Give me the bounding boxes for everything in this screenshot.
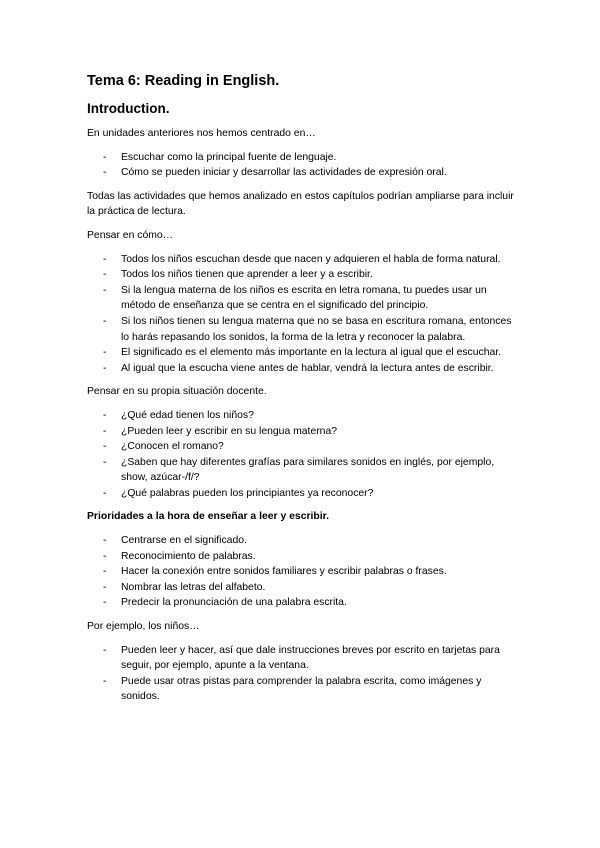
list-item-text: Escuchar como la principal fuente de lenguaje. bbox=[121, 151, 337, 163]
dash-bullet-icon: - bbox=[103, 425, 107, 437]
priorities-list bbox=[87, 533, 517, 611]
dash-bullet-icon: - bbox=[103, 675, 107, 687]
think-about-how-paragraph: Pensar en cómo… bbox=[87, 229, 174, 241]
list-item-text: Cómo se pueden iniciar y desarrollar las actividades de expresión oral. bbox=[121, 167, 447, 179]
example-paragraph: Por ejemplo, los niños… bbox=[87, 621, 200, 633]
dash-bullet-icon: - bbox=[103, 487, 107, 499]
dash-bullet-icon: - bbox=[103, 269, 107, 281]
list-item-text: ¿Qué palabras pueden los principiantes ya reconocer? bbox=[121, 487, 374, 499]
list-item bbox=[87, 408, 517, 424]
list-item bbox=[87, 165, 517, 181]
dash-bullet-icon: - bbox=[103, 409, 107, 421]
list-item bbox=[87, 439, 517, 455]
list-item bbox=[87, 283, 517, 314]
list-item-text: ¿Conocen el romano? bbox=[121, 441, 224, 453]
list-item bbox=[87, 549, 517, 565]
list-item-text: Si los niños tienen su lengua materna que no se basa en escritura romana, entonces lo harás repasando los sonidos, la forma de la letra y reconocer la palabra. bbox=[121, 315, 512, 343]
dash-bullet-icon: - bbox=[103, 441, 107, 453]
dash-bullet-icon: - bbox=[103, 253, 107, 265]
list-item-text: El significado es el elemento más importante en la lectura al igual que el escuchar. bbox=[121, 347, 502, 359]
teaching-situation-paragraph: Pensar en su propia situación docente. bbox=[87, 386, 267, 398]
list-item-text: Nombrar las letras del alfabeto. bbox=[121, 581, 266, 593]
list-item-text: ¿Pueden leer y escribir en su lengua materna? bbox=[121, 425, 338, 437]
list-item-text: Pueden leer y hacer, así que dale instrucciones breves por escrito en tarjetas para seguir, por ejemplo, apunte a la ventana. bbox=[121, 644, 500, 672]
dash-bullet-icon: - bbox=[103, 566, 107, 578]
dash-bullet-icon: - bbox=[103, 644, 107, 656]
document-page bbox=[87, 72, 517, 713]
dash-bullet-icon: - bbox=[103, 362, 107, 374]
dash-bullet-icon: - bbox=[103, 597, 107, 609]
list-item bbox=[87, 455, 517, 486]
dash-bullet-icon: - bbox=[103, 535, 107, 547]
list-item bbox=[87, 267, 517, 283]
list-item-text: Al igual que la escucha viene antes de hablar, vendrá la lectura antes de escribir. bbox=[121, 362, 494, 374]
list-item-text: Hacer la conexión entre sonidos familiares y escribir palabras o frases. bbox=[121, 566, 447, 578]
list-item bbox=[87, 314, 517, 345]
priorities-heading: Prioridades a la hora de enseñar a leer y escribir. bbox=[87, 511, 329, 523]
list-item bbox=[87, 533, 517, 549]
dash-bullet-icon: - bbox=[103, 456, 107, 468]
intro-paragraph: En unidades anteriores nos hemos centrado en… bbox=[87, 128, 316, 139]
think-about-how-list bbox=[87, 252, 517, 377]
dash-bullet-icon: - bbox=[103, 315, 107, 327]
list-item bbox=[87, 424, 517, 440]
document-title: Tema 6: Reading in English. bbox=[87, 73, 280, 89]
dash-bullet-icon: - bbox=[103, 550, 107, 562]
dash-bullet-icon: - bbox=[103, 581, 107, 593]
dash-bullet-icon: - bbox=[103, 167, 107, 179]
list-item bbox=[87, 595, 517, 611]
list-item-text: Reconocimiento de palabras. bbox=[121, 550, 256, 562]
list-item bbox=[87, 674, 517, 705]
list-item-text: Predecir la pronunciación de una palabra escrita. bbox=[121, 597, 347, 609]
activities-paragraph: Todas las actividades que hemos analizado en estos capítulos podrían ampliarse para incluir la práctica de lectura. bbox=[87, 190, 514, 218]
list-item-text: Todos los niños tienen que aprender a leer y a escribir. bbox=[121, 269, 373, 281]
list-item-text: ¿Qué edad tienen los niños? bbox=[121, 409, 254, 421]
dash-bullet-icon: - bbox=[103, 151, 107, 163]
list-item bbox=[87, 643, 517, 674]
example-list bbox=[87, 643, 517, 705]
list-item bbox=[87, 580, 517, 596]
list-item-text: Todos los niños escuchan desde que nacen y adquieren el habla de forma natural. bbox=[121, 253, 501, 265]
dash-bullet-icon: - bbox=[103, 347, 107, 359]
units-focus-list bbox=[87, 150, 517, 181]
dash-bullet-icon: - bbox=[103, 284, 107, 296]
list-item bbox=[87, 486, 517, 502]
list-item-text: ¿Saben que hay diferentes grafías para similares sonidos en inglés, por ejemplo, show, azúcar-/f/? bbox=[121, 456, 495, 484]
teaching-situation-list bbox=[87, 408, 517, 502]
list-item bbox=[87, 150, 517, 166]
list-item bbox=[87, 361, 517, 377]
list-item bbox=[87, 252, 517, 268]
list-item-text: Si la lengua materna de los niños es escrita en letra romana, tu puedes usar un método de enseñanza que se centra en el significado del principio. bbox=[121, 284, 487, 312]
list-item-text: Centrarse en el significado. bbox=[121, 535, 247, 547]
list-item bbox=[87, 564, 517, 580]
section-heading-introduction: Introduction. bbox=[87, 101, 170, 116]
list-item-text: Puede usar otras pistas para comprender la palabra escrita, como imágenes y sonidos. bbox=[121, 675, 482, 703]
list-item bbox=[87, 345, 517, 361]
